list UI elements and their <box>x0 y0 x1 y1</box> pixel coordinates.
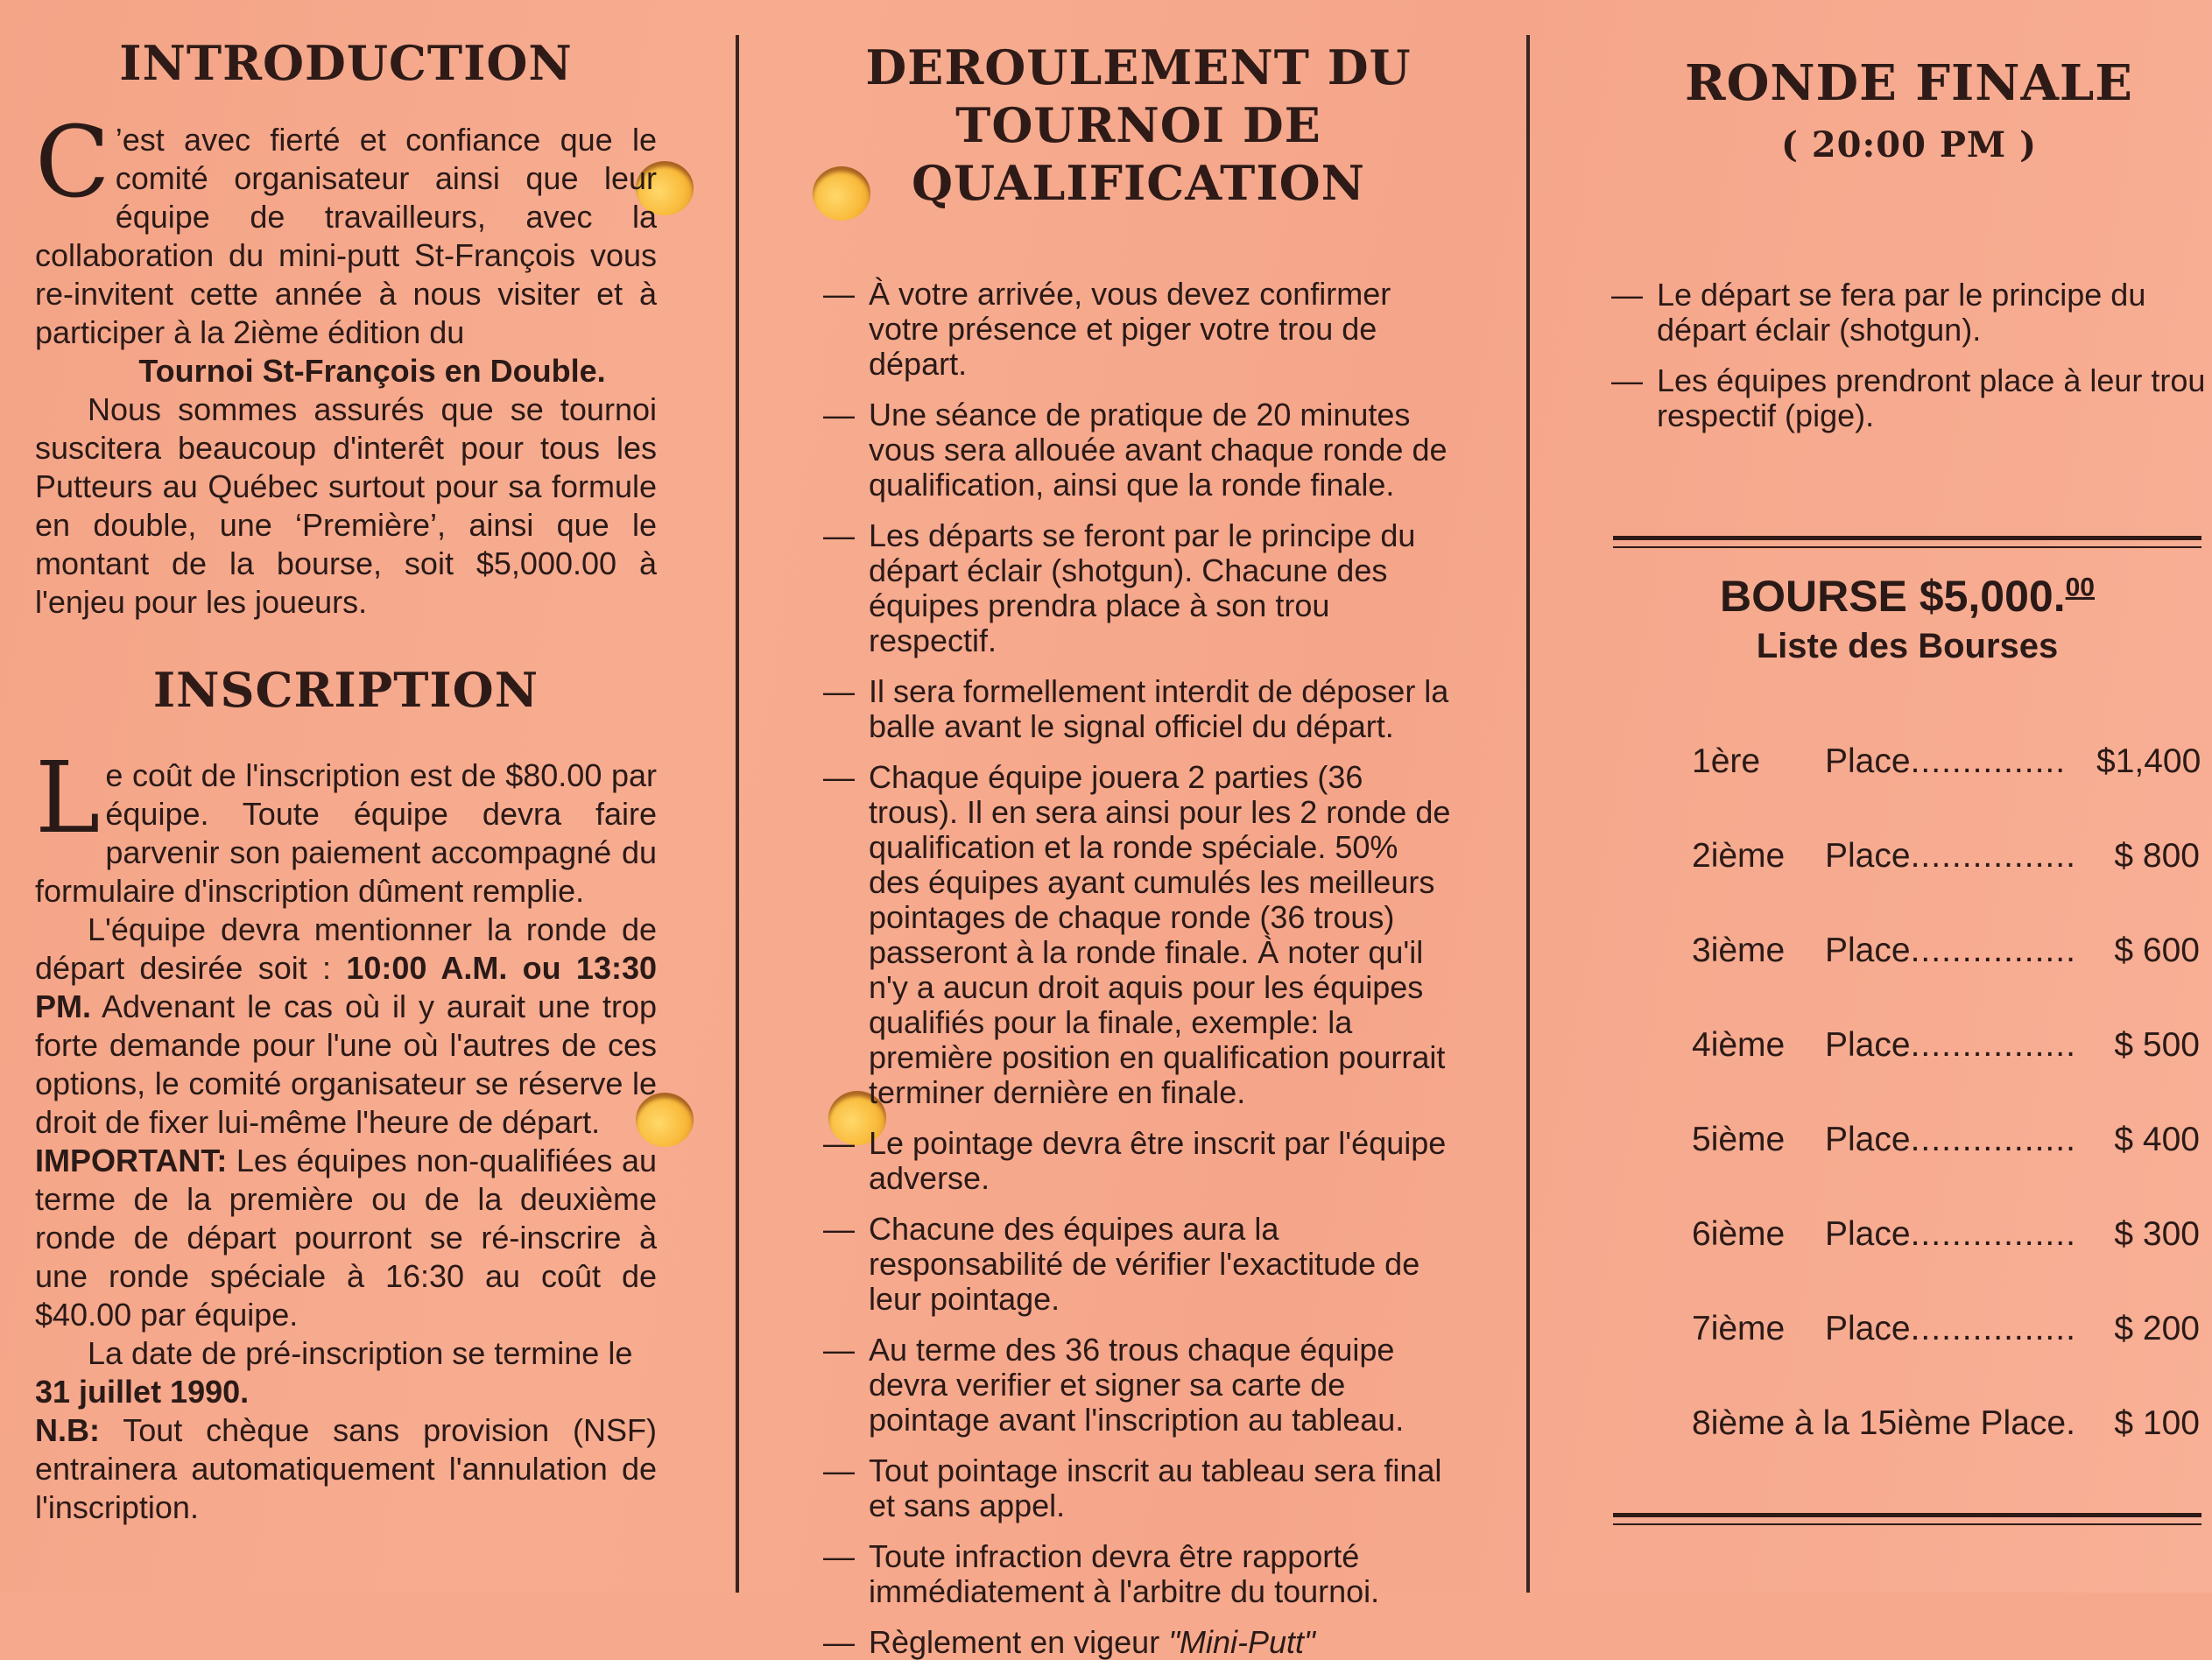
prize-label: Place <box>1825 1121 1911 1158</box>
rules-list <box>823 277 1454 1660</box>
prize-rank: 8ième à la 15ième Place <box>1692 1404 2067 1442</box>
rule-text: Il sera formellement interdit de déposer la balle avant le signal officiel du départ. <box>869 673 1449 744</box>
prize-leader: ................ <box>1910 837 2076 875</box>
dash-marker: — <box>823 276 855 312</box>
intro-paragraph-2: Nous sommes assurés que se tournoi suscitera beaucoup d'interêt pour tous les Putteurs au Québec surtout pour sa formule en double, une ‘Première’, ainsi que le montant de la bourse, soit $5,000.00 à l'enjeu pour les joueurs. <box>35 391 657 620</box>
dash-marker: — <box>823 1452 855 1488</box>
bourse-cents: 00 <box>2065 573 2095 602</box>
bourse-amount: BOURSE $5,000. <box>1719 572 2066 621</box>
rule-item <box>823 277 1454 382</box>
inscription-paragraph <box>35 742 657 911</box>
rule-text: Au terme des 36 trous chaque équipe devra verifier et signer sa carte de pointage avant l'inscription au tableau. <box>869 1332 1405 1438</box>
deroulement-heading <box>823 39 1454 212</box>
intro-heading: INTRODUCTION <box>119 35 573 91</box>
prize-amount: $ 300 <box>2114 1215 2200 1253</box>
prize-row <box>1692 1121 2200 1173</box>
column-deroulement <box>823 0 1454 1660</box>
prize-row <box>1692 1404 2200 1457</box>
prize-row <box>1692 837 2200 890</box>
nb-note <box>35 1411 657 1527</box>
deroulement-heading-line1: DEROULEMENT DU <box>865 39 1412 95</box>
inscription-dropcap: L <box>35 742 101 855</box>
date-value: 31 juillet 1990. <box>35 1374 250 1410</box>
dash-marker: — <box>1611 362 1643 398</box>
rule-text: Chacune des équipes aura la responsabilité de vérifier l'exactitude de leur pointage. <box>869 1211 1420 1317</box>
column-introduction <box>35 0 657 1593</box>
prize-rank: 5ième <box>1692 1121 1786 1158</box>
bourse-subtitle: Liste des Bourses <box>1756 627 2059 665</box>
inscription-text: e coût de l'inscription est de $80.00 par équipe. Toute équipe devra faire parvenir son paiement accompagné du formulaire d'inscription dûment remplie. <box>35 757 657 909</box>
prize-amount: $ 500 <box>2114 1026 2200 1064</box>
prize-leader: ............... <box>1910 742 2067 780</box>
prize-row <box>1692 932 2200 984</box>
prize-label: Place <box>1825 1215 1911 1253</box>
rule-text: Une séance de pratique de 20 minutes vous sera allouée avant chaque ronde de qualification, ainsi que la ronde finale. <box>869 397 1448 503</box>
fold-line-left <box>736 35 739 1593</box>
rule-text: À votre arrivée, vous devez confirmer votre présence et piger votre trou de départ. <box>869 276 1391 382</box>
rule-item <box>823 518 1454 658</box>
prize-leader: ................ <box>1910 1310 2076 1347</box>
prize-leader: ................ <box>1910 1121 2076 1158</box>
mini-putt-label: "Mini-Putt" <box>1168 1624 1315 1660</box>
rule-text: Règlement en vigeur <box>869 1624 1169 1660</box>
finale-rule-item <box>1611 363 2207 433</box>
bourse-title <box>1613 571 2201 622</box>
intro-paragraph <box>35 106 657 352</box>
rule-text: Chaque équipe jouera 2 parties (36 trous). Il en sera ainsi pour les 2 ronde de qualification et la ronde spéciale. 50% des équipes ayant cumulés les meilleurs pointages de chaque ronde (36 trous) passeront à la ronde finale. À noter qu'il n'y a aucun droit aquis pour les équipes qualifiés pour la finale, exemple: la première position en qualification pourrait terminer dernière en finale. <box>869 759 1451 1110</box>
intro-dropcap: C <box>35 106 110 220</box>
deroulement-heading-line3: QUALIFICATION <box>912 155 1365 211</box>
dash-marker: — <box>823 517 855 553</box>
inscription-heading: INSCRIPTION <box>152 662 539 718</box>
finale-rule-text: Les équipes prendront place à leur trou respectif (pige). <box>1657 362 2206 433</box>
prize-rank: 7ième <box>1692 1310 1786 1347</box>
prize-leader: ................ <box>1910 932 2076 969</box>
preinscription-date <box>35 1334 657 1411</box>
prize-amount: $ 100 <box>2114 1404 2200 1442</box>
prize-row <box>1692 742 2200 795</box>
prize-rank: 6ième <box>1692 1215 1786 1253</box>
rule-text: Toute infraction devra être rapporté immédiatement à l'arbitre du tournoi. <box>869 1538 1380 1609</box>
prize-label: Place <box>1825 932 1911 969</box>
bourse-bottom-rule <box>1613 1513 2201 1517</box>
important-text: Les équipes non-qualifiées au terme de la première ou de la deuxième ronde de départ pourront se ré-inscrire à une ronde spéciale à 16:30 au coût de $40.00 par équipe. <box>35 1143 657 1333</box>
dash-marker: — <box>823 1332 855 1368</box>
prize-rank: 2ième <box>1692 837 1786 875</box>
prize-label: Place <box>1825 1310 1911 1347</box>
departure-note: Advenant le cas où il y aurait une trop forte demande pour l'une où l'autres de ces options, le comité organisateur se réserve le droit de fixer lui-même l'heure de départ. <box>35 988 657 1140</box>
prize-rank: 3ième <box>1692 932 1786 969</box>
prize-rank: 4ième <box>1692 1026 1786 1064</box>
ronde-finale-heading: RONDE FINALE <box>1685 54 2133 112</box>
finale-rules-list <box>1611 278 2207 433</box>
rule-item <box>823 1625 1454 1660</box>
prize-amount: $ 200 <box>2114 1310 2200 1347</box>
prize-row <box>1692 1026 2200 1079</box>
prize-leader: ................ <box>1910 1026 2076 1064</box>
rule-item <box>823 674 1454 744</box>
rule-item <box>823 1539 1454 1609</box>
rule-item <box>823 760 1454 1110</box>
finale-rule-text: Le départ se fera par le principe du départ éclair (shotgun). <box>1657 277 2146 348</box>
rule-item <box>823 1453 1454 1523</box>
dash-marker: — <box>823 1211 855 1247</box>
prize-amount: $ 400 <box>2114 1121 2200 1158</box>
prize-rank: 1ère <box>1692 742 1761 780</box>
ronde-finale-time: ( 20:00 PM ) <box>1780 124 2038 165</box>
rule-text: Le pointage devra être inscrit par l'équipe adverse. <box>869 1125 1447 1196</box>
rule-item <box>823 1333 1454 1438</box>
bourse-header <box>1613 571 2201 666</box>
prize-label: Place <box>1825 1026 1911 1064</box>
dash-marker: — <box>823 673 855 709</box>
dash-marker: — <box>823 1624 855 1660</box>
important-note <box>35 1142 657 1334</box>
fold-line-right <box>1526 35 1530 1593</box>
rule-item <box>823 1212 1454 1317</box>
intro-text: ’est avec fierté et confiance que le comité organisateur ainsi que leur équipe de travailleurs, avec la collaboration du mini-putt St-François vous re-invitent cette année à nous visiter et à participer à la 2ième édition du <box>35 122 657 350</box>
deroulement-heading-line2: TOURNOI DE <box>955 97 1321 153</box>
bourse-top-rule-thin <box>1613 546 2201 548</box>
bourse-top-rule <box>1613 536 2201 540</box>
dash-marker: — <box>823 759 855 795</box>
date-text: La date de pré-inscription se termine le <box>88 1335 633 1371</box>
important-label: IMPORTANT: <box>35 1143 228 1178</box>
dash-marker: — <box>823 1125 855 1161</box>
rule-item <box>823 397 1454 503</box>
dash-marker: — <box>1611 277 1643 313</box>
prize-amount: $1,400 <box>2096 742 2201 780</box>
dash-marker: — <box>823 397 855 433</box>
inscription-paragraph-2 <box>35 911 657 1142</box>
bourse-bottom-rule-thin <box>1613 1523 2201 1525</box>
prize-leader: ................ <box>1910 1215 2076 1253</box>
event-name: Tournoi St-François en Double. <box>138 353 606 389</box>
dash-marker: — <box>823 1538 855 1574</box>
finale-rule-item <box>1611 278 2207 348</box>
prize-amount: $ 800 <box>2114 837 2200 875</box>
departure-text: L'équipe devra mentionner la ronde de départ desirée soit : <box>35 911 657 986</box>
prize-label: Place <box>1825 742 1911 780</box>
rule-item <box>823 1126 1454 1196</box>
prize-amount: $ 600 <box>2114 932 2200 969</box>
rule-text: Tout pointage inscrit au tableau sera final et sans appel. <box>869 1452 1442 1523</box>
prize-row <box>1692 1310 2200 1362</box>
prize-row <box>1692 1215 2200 1268</box>
nb-label: N.B: <box>35 1412 100 1448</box>
prize-leader: . <box>2066 1404 2076 1442</box>
prize-label: Place <box>1825 837 1911 875</box>
nb-text: Tout chèque sans provision (NSF) entrainera automatiquement l'annulation de l'inscription. <box>35 1412 657 1525</box>
rule-text: Les départs se feront par le principe du départ éclair (shotgun). Chacune des équipes prendra place à son trou respectif. <box>869 517 1416 658</box>
departure-times: 10:00 A.M. ou 13:30 PM. <box>35 950 657 1024</box>
